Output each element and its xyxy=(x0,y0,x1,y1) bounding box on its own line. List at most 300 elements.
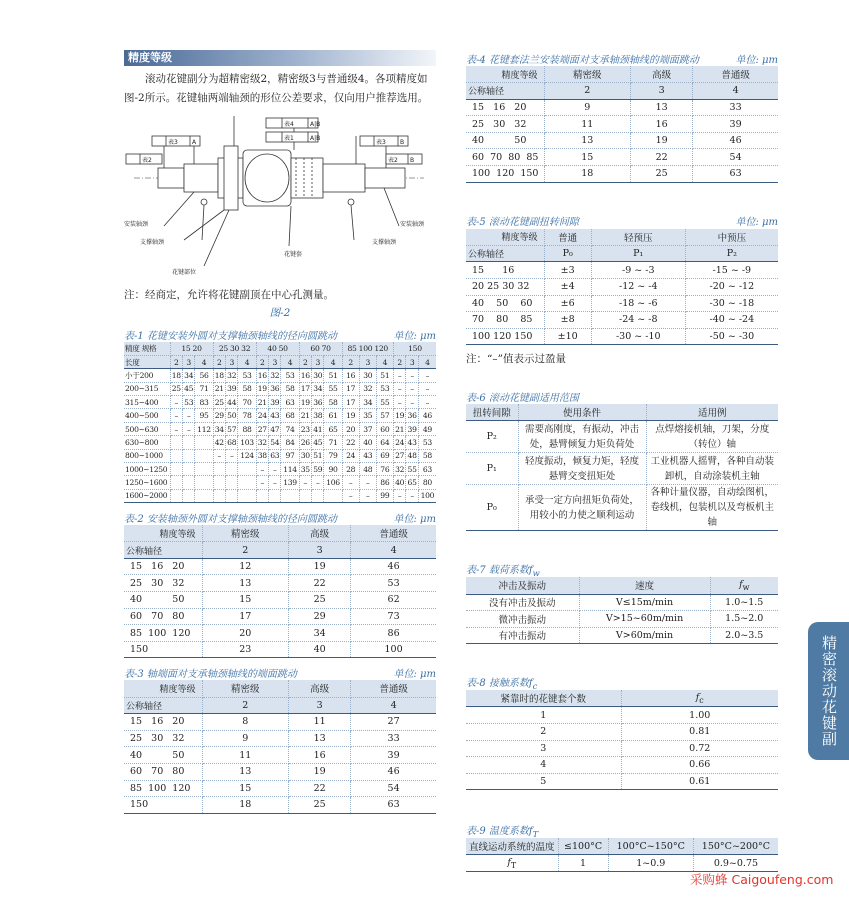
table-row xyxy=(124,463,436,476)
table1-cell: – xyxy=(406,396,418,409)
table1-cell: – xyxy=(342,476,359,489)
table1-cell: 19 xyxy=(256,382,268,395)
table1-cell: 76 xyxy=(376,463,393,476)
table1-cell: 106 xyxy=(324,476,342,489)
diagram-label: 支撑轴颈 xyxy=(140,239,165,246)
t3-diameter: 150 xyxy=(124,797,202,814)
table1-cell: 24 xyxy=(256,409,268,422)
table1-cell xyxy=(238,489,256,502)
table1-cell: 112 xyxy=(195,422,213,435)
t4-diameter: 40 50 xyxy=(466,132,544,149)
table-row xyxy=(466,757,778,774)
t3-cell: 33 xyxy=(351,730,436,747)
diagram-label: 支撑轴颈 xyxy=(372,239,397,246)
table7-cell: 2.0~3.5 xyxy=(710,627,778,644)
table1-cell: 90 xyxy=(324,463,342,476)
table1-cell: – xyxy=(170,409,182,422)
t3-cell: 25 xyxy=(289,797,351,814)
table1-cell: 69 xyxy=(376,449,393,462)
table-row xyxy=(466,312,778,329)
diagram-label: 花键套 xyxy=(284,251,303,258)
table-row xyxy=(466,611,778,628)
table-row xyxy=(466,723,778,740)
table1-cell: 124 xyxy=(238,449,256,462)
table1-grade-header: 2 xyxy=(256,355,268,368)
table1-cell: – xyxy=(418,382,436,395)
table1-cell xyxy=(195,463,213,476)
t3-cell: 11 xyxy=(202,747,289,764)
table6-condition: 轻度振动，倾复力矩，轻度悬臂交变扭矩处 xyxy=(518,453,646,485)
table1-cell: 40 xyxy=(359,436,376,449)
table1-group-header: 60 70 xyxy=(299,342,342,355)
table1-cell: 46 xyxy=(418,409,436,422)
diagram-label: B xyxy=(400,139,405,146)
table1-cell xyxy=(213,476,225,489)
table1-cell: – xyxy=(406,489,418,502)
table1-cell: 43 xyxy=(269,409,281,422)
table1-cell: 23 xyxy=(299,422,311,435)
table1-cell: 16 xyxy=(256,369,268,382)
table1-cell: 25 xyxy=(213,396,225,409)
table1-cell: 17 xyxy=(299,382,311,395)
table5-note: 注：“–”值表示过盈量 xyxy=(466,353,566,366)
table1-cell: 44 xyxy=(225,396,237,409)
t5-cell: -18 ~ -6 xyxy=(591,295,685,312)
diagram-label: 表3 xyxy=(376,139,386,146)
table1-cell: 99 xyxy=(376,489,393,502)
table1-cell: 25 xyxy=(170,382,182,395)
table1-cell: 38 xyxy=(256,449,268,462)
table3: 精度等级 精密级 高级 普通级 公称轴径 2 3 4 15 16 20 8 11 27 25 30 32 9 13 33 40 50 11 16 39 60 70 80 13 19 46 85 100 120 15 22 54 150 18 25 63 xyxy=(124,680,436,813)
table-row xyxy=(124,369,436,382)
t5-cell: -9 ~ -3 xyxy=(591,262,685,279)
table1-cell: 30 xyxy=(299,449,311,462)
table1-cell: 29 xyxy=(213,409,225,422)
table1-cell: 39 xyxy=(225,382,237,395)
table6-example: 工业机器人摇臂，各种自动装卸机，自动涂装机主轴 xyxy=(646,453,778,485)
table6-caption: 表-6 滚动花键副适用范围 xyxy=(466,392,579,404)
table1-cell: 32 xyxy=(393,463,405,476)
table1-cell: 36 xyxy=(406,409,418,422)
table-row xyxy=(124,396,436,409)
table8-cell: 0.66 xyxy=(621,757,778,774)
table1-cell: 53 xyxy=(376,382,393,395)
table1-cell: 63 xyxy=(281,396,299,409)
table1-cell: 79 xyxy=(324,449,342,462)
table6-key: P₀ xyxy=(466,485,518,531)
t4-cell: 54 xyxy=(693,149,778,166)
t5-cell: -15 ~ -9 xyxy=(685,262,778,279)
table1-grade-header: 3 xyxy=(312,355,324,368)
t3-cell: 63 xyxy=(351,797,436,814)
table1-cell: 34 xyxy=(312,382,324,395)
table1-cell: 55 xyxy=(406,463,418,476)
brand-watermark: 采购蜂 Caigoufeng.com xyxy=(690,872,834,887)
right-column xyxy=(466,50,778,872)
table1-cell: – xyxy=(182,409,194,422)
table-row xyxy=(124,436,436,449)
table1-grade-header: 3 xyxy=(406,355,418,368)
table1-cell: 36 xyxy=(312,396,324,409)
table1-cell: 37 xyxy=(359,422,376,435)
table-row xyxy=(124,382,436,395)
table-row xyxy=(466,627,778,644)
t4-cell: 39 xyxy=(693,116,778,133)
table-row xyxy=(466,773,778,790)
table1-length: 1250~1600 xyxy=(124,476,170,489)
table1 xyxy=(124,342,436,503)
table1-cell xyxy=(182,489,194,502)
figure-label: 图-2 xyxy=(269,307,291,319)
diagram-label: 安装轴颈 xyxy=(124,221,149,228)
t2-cell: 13 xyxy=(202,575,289,592)
table1-cell xyxy=(170,436,182,449)
table1-cell: 51 xyxy=(324,369,342,382)
table1-cell: 53 xyxy=(281,369,299,382)
table1-cell xyxy=(182,449,194,462)
table1-cell: 30 xyxy=(312,369,324,382)
intro-paragraph: 滚动花键副分为超精密级2，精密级3与普通级4。各项精度如图-2所示。花键轴两端轴颈的形位公差要求，仅向用户推荐选用。 xyxy=(124,73,429,104)
table1-cell: 32 xyxy=(269,369,281,382)
table1-group-header: 25 30 32 xyxy=(213,342,256,355)
t2-diameter: 15 16 20 xyxy=(124,558,202,575)
diagram-label: B xyxy=(410,157,415,164)
table1-grade-header: 3 xyxy=(182,355,194,368)
table1-cell: 100 xyxy=(418,489,436,502)
table1-cell: 55 xyxy=(324,382,342,395)
t5-cell: ±3 xyxy=(544,262,591,279)
table1-cell: – xyxy=(418,369,436,382)
t3-cell: 22 xyxy=(289,780,351,797)
table1-grade-header: 4 xyxy=(324,355,342,368)
t4-diameter: 100 120 150 xyxy=(466,166,544,183)
table1-cell: – xyxy=(359,489,376,502)
table2-caption: 表-2 安装轴颈外圆对支撑轴颈轴线的径向圆跳动 单位: μm xyxy=(124,513,436,525)
table1-grade-header: 3 xyxy=(359,355,376,368)
section-title: 精度等级 xyxy=(124,50,436,66)
table1-cell: 43 xyxy=(359,449,376,462)
table7-cell: 微冲击振动 xyxy=(466,611,579,628)
table1-cell: 32 xyxy=(256,436,268,449)
table-row xyxy=(124,714,436,731)
t3-cell: 13 xyxy=(289,730,351,747)
table1-cell: 63 xyxy=(418,463,436,476)
t4-diameter: 60 70 80 85 xyxy=(466,149,544,166)
t2-cell: 73 xyxy=(351,608,436,625)
table1-cell: 88 xyxy=(238,422,256,435)
table-row xyxy=(124,763,436,780)
table1-cell xyxy=(195,436,213,449)
t3-cell: 9 xyxy=(202,730,289,747)
table1-cell: – xyxy=(359,476,376,489)
table1-cell: – xyxy=(269,476,281,489)
table1-cell xyxy=(213,489,225,502)
t5-cell: -50 ~ -30 xyxy=(685,328,778,345)
t5-cell: -12 ~ -4 xyxy=(591,278,685,295)
t2-cell: 40 xyxy=(289,641,351,658)
table1-caption: 表-1 花键安装外圆对支撑轴颈轴线的径向圆跳动 单位: μm xyxy=(124,330,436,342)
table1-cell xyxy=(256,489,268,502)
table1-cell: 21 xyxy=(256,396,268,409)
table-row xyxy=(124,730,436,747)
table1-cell xyxy=(324,489,342,502)
table7-cell: V≤15m/min xyxy=(579,594,710,611)
t2-diameter: 150 xyxy=(124,641,202,658)
table1-cell: 80 xyxy=(418,476,436,489)
table1-cell: – xyxy=(418,396,436,409)
table-row xyxy=(124,558,436,575)
table8-cell: 0.72 xyxy=(621,740,778,757)
t4-cell: 46 xyxy=(693,132,778,149)
table1-cell: 20 xyxy=(342,422,359,435)
t2-cell: 34 xyxy=(289,625,351,642)
table1-cell: 27 xyxy=(256,422,268,435)
table1-grade-header: 2 xyxy=(342,355,359,368)
table1-cell: 139 xyxy=(281,476,299,489)
t2-cell: 46 xyxy=(351,558,436,575)
table8-cell: 0.81 xyxy=(621,723,778,740)
table-row xyxy=(466,262,778,279)
table-row xyxy=(124,476,436,489)
t5-diameter: 15 16 xyxy=(466,262,544,279)
t3-cell: 18 xyxy=(202,797,289,814)
table1-cell: 16 xyxy=(342,369,359,382)
t5-cell: ±10 xyxy=(544,328,591,345)
t2-diameter: 60 70 80 xyxy=(124,608,202,625)
table-row xyxy=(124,449,436,462)
diagram-label: A xyxy=(192,139,197,146)
table1-cell: 38 xyxy=(312,409,324,422)
table1-cell: – xyxy=(342,489,359,502)
table1-cell: 97 xyxy=(281,449,299,462)
table1-cell: 43 xyxy=(406,436,418,449)
diagram-label: A|B xyxy=(310,135,321,142)
t3-diameter: 15 16 20 xyxy=(124,714,202,731)
t2-cell: 12 xyxy=(202,558,289,575)
table1-cell: 34 xyxy=(359,396,376,409)
table7-cell: 1.0~1.5 xyxy=(710,594,778,611)
table1-length: 1600~2000 xyxy=(124,489,170,502)
table1-cell: 17 xyxy=(342,396,359,409)
table1-cell: 63 xyxy=(269,449,281,462)
t2-diameter: 40 50 xyxy=(124,592,202,609)
table1-cell: – xyxy=(256,463,268,476)
table7-cell: V>60m/min xyxy=(579,627,710,644)
diagram-label: 花键部位 xyxy=(172,269,197,276)
table-row xyxy=(466,116,778,133)
table1-cell: 45 xyxy=(312,436,324,449)
table1-cell: 64 xyxy=(376,436,393,449)
table6: 扭转间隙 使用条件 适用例 P₂ 需要高刚度，有振动，冲击处，悬臂倾复力矩负荷处 点焊熔接机轴，刀架，分度（转位）轴 P₁ 轻度振动，倾复力矩，轻度悬臂交变扭矩处 工业机器人摇臂，各种自动装卸机，自动涂装机主轴 P₀ 承受一定方向扭矩负荷处，用较小的力使之顺利运动 各种计量仪器，自动绘图机，卷线机，包装机以及弯板机主轴 xyxy=(466,404,778,531)
table1-grade-header: 2 xyxy=(299,355,311,368)
table3-caption: 表-3 轴端面对支承轴颈轴线的端面跳动 单位: μm xyxy=(124,668,436,680)
table-row xyxy=(124,780,436,797)
spline-shaft-diagram xyxy=(124,116,436,284)
table1-cell: 21 xyxy=(393,422,405,435)
t2-cell: 29 xyxy=(289,608,351,625)
table-row xyxy=(124,625,436,642)
table-row xyxy=(124,797,436,814)
table1-cell: 51 xyxy=(376,369,393,382)
t4-cell: 33 xyxy=(693,99,778,116)
table1-cell: – xyxy=(406,382,418,395)
t3-diameter: 40 50 xyxy=(124,747,202,764)
table1-cell xyxy=(170,463,182,476)
table1-length: 800~1000 xyxy=(124,449,170,462)
table1-cell: 51 xyxy=(312,449,324,462)
t4-cell: 25 xyxy=(631,166,693,183)
diagram-label: 表1 xyxy=(284,135,294,142)
table1-cell: – xyxy=(393,396,405,409)
table1-cell: – xyxy=(393,489,405,502)
table1-cell: – xyxy=(269,463,281,476)
table6-condition: 需要高刚度，有振动，冲击处，悬臂倾复力矩负荷处 xyxy=(518,421,646,453)
t2-cell: 100 xyxy=(351,641,436,658)
table1-cell: 59 xyxy=(312,463,324,476)
table1-cell: 65 xyxy=(324,422,342,435)
table1-grade-header: 4 xyxy=(238,355,256,368)
table8: 紧靠时的花键套个数 $f_c$ 1 1.00 2 0.81 3 0.72 4 0.66 5 0.61 xyxy=(466,690,778,790)
table5: 精度等级 普通 轻预压 中预压 公称轴径 P₀ P₁ P₂ 15 16 ±3 -9 ~ -3 -15 ~ -9 20 25 30 32 ±4 -12 ~ -4 -20 ~ -12 40 50 60 ±6 -18 ~ -6 -30 ~ -18 70 80 85 ±8 -24 ~ -8 -40 ~ -24 100 120 150 ±10 -30 ~ -10 -50 ~ -30 xyxy=(466,229,778,346)
t2-cell: 22 xyxy=(289,575,351,592)
table1-cell: 16 xyxy=(299,369,311,382)
t5-cell: ±8 xyxy=(544,312,591,329)
table6-example: 各种计量仪器，自动绘图机，卷线机，包装机以及弯板机主轴 xyxy=(646,485,778,531)
table-row xyxy=(466,149,778,166)
table1-length: 小于200 xyxy=(124,369,170,382)
t3-cell: 54 xyxy=(351,780,436,797)
table8-cell: 1.00 xyxy=(621,707,778,724)
table1-cell: 21 xyxy=(299,409,311,422)
table8-caption: 表-8 接触系数$f_c$ xyxy=(466,677,538,691)
table8-cell: 1 xyxy=(466,707,621,724)
table1-cell: 35 xyxy=(299,463,311,476)
table-row xyxy=(124,422,436,435)
table1-cell xyxy=(299,489,311,502)
table-row xyxy=(124,747,436,764)
t4-cell: 63 xyxy=(693,166,778,183)
table6-key: P₂ xyxy=(466,421,518,453)
table1-cell xyxy=(225,463,237,476)
table1-cell: 103 xyxy=(238,436,256,449)
table6-key: P₁ xyxy=(466,453,518,485)
table1-cell: – xyxy=(170,396,182,409)
t4-cell: 13 xyxy=(544,132,631,149)
table8-cell: 0.61 xyxy=(621,773,778,790)
table1-length: 200~315 xyxy=(124,382,170,395)
table1-cell xyxy=(238,476,256,489)
t2-cell: 19 xyxy=(289,558,351,575)
t3-cell: 16 xyxy=(289,747,351,764)
table-row xyxy=(466,295,778,312)
table6-example: 点焊熔接机轴，刀架，分度（转位）轴 xyxy=(646,421,778,453)
t5-cell: ±6 xyxy=(544,295,591,312)
table1-cell: 57 xyxy=(376,409,393,422)
table1-cell: 19 xyxy=(393,409,405,422)
table-row xyxy=(466,453,778,485)
table1-cell: 42 xyxy=(213,436,225,449)
side-tab: 精密滚动花键副 xyxy=(808,622,849,760)
table1-cell: 58 xyxy=(418,449,436,462)
table1-cell: 53 xyxy=(182,396,194,409)
table1-cell: 60 xyxy=(376,422,393,435)
table1-cell xyxy=(225,489,237,502)
table1-cell: 65 xyxy=(406,476,418,489)
table1-length: 500~630 xyxy=(124,422,170,435)
table1-cell: 24 xyxy=(342,449,359,462)
t4-cell: 13 xyxy=(631,99,693,116)
table-row xyxy=(466,421,778,453)
diagram-label: 表3 xyxy=(168,139,178,146)
left-column xyxy=(124,50,436,814)
diagram-label: 表4 xyxy=(284,121,294,128)
table1-group-header: 150 xyxy=(393,342,436,355)
table1-cell: 68 xyxy=(281,409,299,422)
t2-cell: 15 xyxy=(202,592,289,609)
t2-cell: 62 xyxy=(351,592,436,609)
table-row xyxy=(124,608,436,625)
table1-cell: 114 xyxy=(281,463,299,476)
table1-cell: 50 xyxy=(225,409,237,422)
table1-cell xyxy=(213,463,225,476)
t4-cell: 11 xyxy=(544,116,631,133)
table1-cell: 74 xyxy=(281,422,299,435)
table1-cell: – xyxy=(182,422,194,435)
t2-cell: 25 xyxy=(289,592,351,609)
t3-cell: 8 xyxy=(202,714,289,731)
table1-cell xyxy=(238,463,256,476)
table1-cell: 45 xyxy=(182,382,194,395)
table1-cell: 24 xyxy=(393,436,405,449)
table1-cell: – xyxy=(393,369,405,382)
table1-grade-header: 4 xyxy=(195,355,213,368)
table1-cell: 17 xyxy=(342,382,359,395)
t4-cell: 16 xyxy=(631,116,693,133)
table6-condition: 承受一定方向扭矩负荷处，用较小的力使之顺利运动 xyxy=(518,485,646,531)
t5-diameter: 70 80 85 xyxy=(466,312,544,329)
table1-cell: 86 xyxy=(376,476,393,489)
diagram-label: 表2 xyxy=(142,157,152,164)
table1-cell xyxy=(182,436,194,449)
table1-cell: 95 xyxy=(195,409,213,422)
table1-cell: 21 xyxy=(213,382,225,395)
table2: 精度等级 精密级 高级 普通级 公称轴径 2 3 4 15 16 20 12 19 46 25 30 32 13 22 53 40 50 15 25 62 60 70 80 17 29 73 85 100 120 20 34 86 150 23 40 100 xyxy=(124,525,436,658)
table1-cell: – xyxy=(170,422,182,435)
table1-cell: 32 xyxy=(359,382,376,395)
table1-grade-header: 3 xyxy=(269,355,281,368)
table1-cell: 18 xyxy=(213,369,225,382)
table1-grade-header: 2 xyxy=(170,355,182,368)
table1-cell: – xyxy=(299,476,311,489)
table1-cell xyxy=(182,476,194,489)
table1-cell: 18 xyxy=(170,369,182,382)
table1-cell xyxy=(195,476,213,489)
note-text: 注：经商定，允许将花键副顶在中心孔测量。 xyxy=(124,289,334,301)
table1-group-header: 15 20 xyxy=(170,342,213,355)
table1-cell: 71 xyxy=(324,436,342,449)
table1-cell: 39 xyxy=(269,396,281,409)
table1-cell: 71 xyxy=(195,382,213,395)
table1-cell: 61 xyxy=(324,409,342,422)
table1-cell: – xyxy=(312,476,324,489)
t3-cell: 19 xyxy=(289,763,351,780)
table1-cell: 30 xyxy=(359,369,376,382)
table1-length: 315~400 xyxy=(124,396,170,409)
t5-diameter: 100 120 150 xyxy=(466,328,544,345)
t2-diameter: 25 30 32 xyxy=(124,575,202,592)
table1-cell: 27 xyxy=(393,449,405,462)
t2-diameter: 85 100 120 xyxy=(124,625,202,642)
